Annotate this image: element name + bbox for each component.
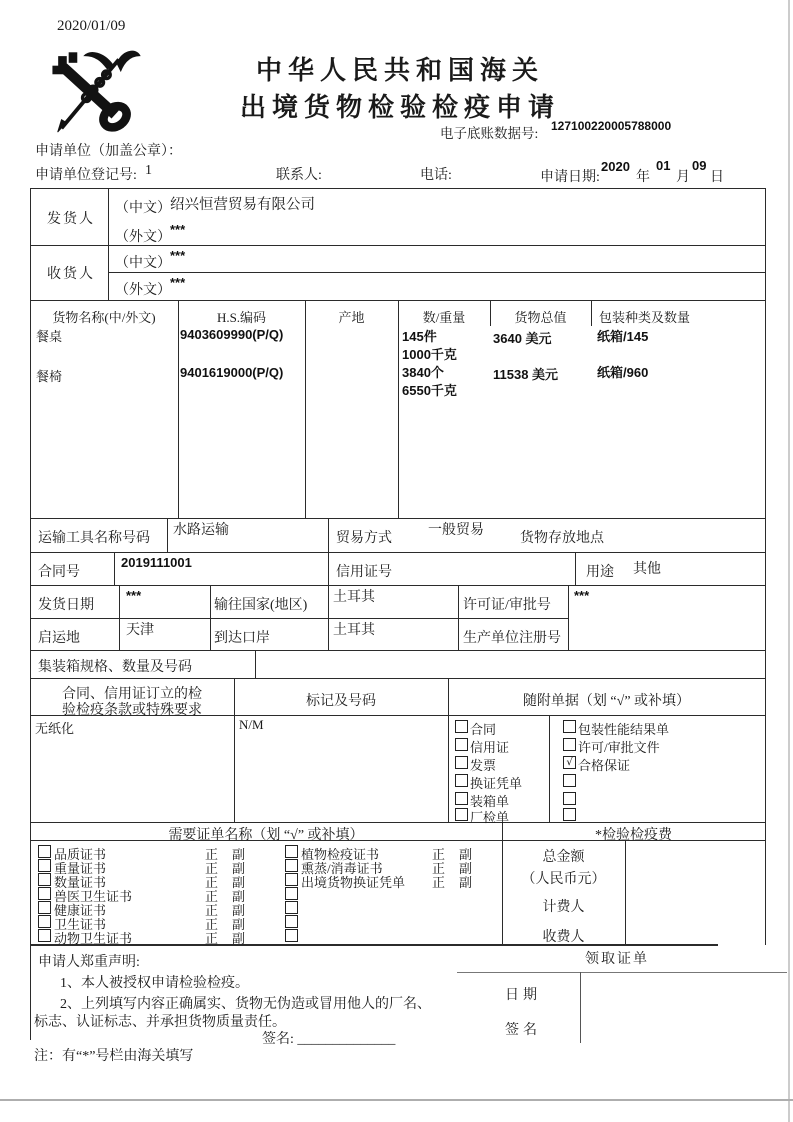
checkbox-cert-health: [38, 901, 51, 914]
signature-line: 签名: ______________: [262, 1032, 396, 1047]
checkbox-cert-empty: [285, 915, 298, 928]
checkbox-doc-contract: [455, 720, 468, 733]
depart-place-label: 启运地: [38, 631, 80, 646]
doc-label: 包装性能结果单: [578, 722, 670, 737]
fee-calculator-label: 计费人: [542, 900, 585, 915]
contact-label: 联系人:: [276, 168, 322, 183]
divider: [108, 272, 765, 273]
cert-original: 正: [205, 903, 219, 918]
divider: [625, 840, 626, 944]
cert-label: 卫生证书: [54, 917, 107, 932]
consignee-cn-value: ***: [170, 248, 186, 263]
vehicle-label: 运输工具名称号码: [38, 531, 150, 546]
vehicle-value: 水路运输: [173, 523, 229, 538]
checkbox-doc-license-file: [563, 738, 576, 751]
divider: [114, 552, 115, 585]
checkbox-cert-weight: [38, 859, 51, 872]
arrive-port-label: 到达口岸: [214, 631, 270, 646]
cert-label: 熏蒸/消毒证书: [301, 861, 383, 876]
declaration-line1: 1、本人被授权申请检验检疫。: [60, 976, 249, 991]
divider: [119, 585, 120, 650]
divider: [30, 822, 765, 823]
fee-amount-currency-label: （人民币元）: [521, 872, 606, 887]
cert-label: 健康证书: [54, 903, 107, 918]
dest-country-label: 输往国家(地区): [214, 598, 308, 613]
cert-original: 正: [432, 847, 446, 862]
print-date: 2020/01/09: [57, 18, 126, 34]
divider: [178, 300, 179, 518]
divider: [328, 518, 329, 585]
checkbox-doc-packing-result: [563, 720, 576, 733]
divider: [568, 585, 569, 650]
checkbox-cert-vet-sanitary: [38, 887, 51, 900]
checkbox-cert-quality: [38, 845, 51, 858]
page-edge-right: [788, 0, 790, 1122]
divider: [30, 678, 765, 679]
goods-packing: 纸箱/145: [597, 329, 649, 344]
checkbox-cert-phytosanitary: [285, 845, 298, 858]
cert-original: 正: [205, 847, 219, 862]
checkbox-doc-lc: [455, 738, 468, 751]
divider: [30, 650, 765, 651]
table-right-border: [765, 188, 766, 945]
clause-label-line2: 验检疫条款或特殊要求: [62, 703, 202, 718]
divider: [305, 300, 306, 518]
phone-label: 电话:: [420, 168, 452, 183]
goods-total-value: 11538 美元: [493, 367, 559, 382]
divider: [575, 552, 576, 585]
ship-date-value: ***: [126, 588, 142, 603]
checkbox-doc-exchange-cert: [455, 774, 468, 787]
checkbox-doc-invoice: [455, 756, 468, 769]
cert-copy: 副: [232, 875, 246, 890]
form-title-line2: 出境货物检验检疫申请: [239, 93, 560, 122]
goods-header-packing: 包装种类及数量: [599, 310, 691, 325]
producer-reg-label: 生产单位注册号: [463, 631, 561, 646]
divider: [30, 618, 568, 619]
trade-mode-label: 贸易方式: [336, 531, 392, 546]
goods-hs-code: 9403609990(P/Q): [180, 327, 284, 342]
goods-header-name: 货物名称(中/外文): [52, 310, 156, 325]
cert-label: 品质证书: [54, 847, 107, 862]
divider: [457, 972, 787, 973]
checkbox-doc-factory-inspection: [455, 808, 468, 821]
doc-label: 装箱单: [470, 794, 510, 809]
goods-qty-count: 3840个: [402, 365, 444, 380]
checkbox-cert-animal-sanitary: [38, 929, 51, 942]
cert-label: 重量证书: [54, 861, 107, 876]
checkbox-doc-empty: [563, 792, 576, 805]
pickup-sign-label: 签名: [505, 1023, 541, 1038]
goods-name: 餐桌: [36, 329, 63, 344]
divider: [210, 585, 211, 650]
container-label: 集装箱规格、数量及号码: [38, 660, 192, 675]
goods-qty-count: 145件: [402, 329, 437, 344]
certs-title: 需要证单名称（划 “√” 或补填）: [168, 828, 364, 843]
consignee-label: 收货人: [47, 267, 95, 282]
pickup-date-label: 日期: [505, 988, 541, 1003]
cert-original: 正: [205, 931, 219, 946]
divider: [30, 552, 765, 553]
contract-no-value: 2019111001: [121, 555, 192, 570]
ledger-number-value: 127100220005788000: [551, 119, 672, 133]
doc-label: 发票: [470, 758, 497, 773]
attached-docs-label: 随附单据（划 “√” 或补填）: [522, 694, 691, 709]
cert-label: 出境货物换证凭单: [301, 875, 406, 890]
checkbox-cert-quantity: [38, 873, 51, 886]
cert-copy: 副: [232, 847, 246, 862]
divider: [549, 715, 550, 822]
use-label: 用途: [586, 565, 614, 580]
cert-label: 数量证书: [54, 875, 107, 890]
checkbox-cert-sanitary: [38, 915, 51, 928]
goods-qty-weight: 6550千克: [402, 383, 457, 398]
cert-original: 正: [205, 861, 219, 876]
declaration-line2: 2、上列填写内容正确属实、货物无伪造或冒用他人的厂名、: [60, 997, 431, 1012]
divider: [108, 188, 109, 300]
cert-copy: 副: [459, 847, 473, 862]
marks-value: N/M: [239, 717, 264, 732]
consignee-fn-label: （外文）: [115, 283, 171, 298]
apply-date-month: 01: [656, 158, 671, 173]
goods-total-value: 3640 美元: [493, 331, 552, 346]
applicant-unit-label: 申请单位（加盖公章）：: [35, 144, 182, 159]
contract-no-label: 合同号: [38, 565, 80, 580]
divider: [255, 650, 256, 678]
cert-label: 动物卫生证书: [54, 931, 133, 946]
cert-copy: 副: [232, 889, 246, 904]
divider: [30, 585, 765, 586]
cert-copy: 副: [232, 903, 246, 918]
checkbox-cert-empty: [285, 887, 298, 900]
divider: [30, 518, 765, 519]
pickup-title: 领取证单: [585, 952, 649, 967]
cert-label: 兽医卫生证书: [54, 889, 133, 904]
divider: [580, 972, 581, 1043]
trade-mode-value: 一般贸易: [428, 523, 484, 538]
doc-label: 许可/审批文件: [578, 740, 660, 755]
clause-value: 无纸化: [35, 721, 75, 736]
checkbox-cert-empty: [285, 901, 298, 914]
goods-header-origin: 产地: [338, 310, 365, 325]
cert-original: 正: [205, 917, 219, 932]
cert-original: 正: [432, 875, 446, 890]
apply-date-label: 申请日期:: [540, 170, 600, 185]
goods-header-hs: H.S.编码: [216, 310, 267, 325]
clause-label-line1: 合同、信用证订立的检: [62, 687, 202, 702]
apply-date-year: 2020: [601, 159, 630, 174]
checkbox-doc-empty: [563, 808, 576, 821]
checkbox-doc-conformity-guarantee: √: [563, 756, 576, 769]
license-value: ***: [574, 588, 590, 603]
cert-original: 正: [205, 889, 219, 904]
goods-packing: 纸箱/960: [597, 365, 649, 380]
doc-label: 合同: [470, 722, 497, 737]
goods-hs-code: 9401619000(P/Q): [180, 365, 284, 380]
ledger-number-label: 电子底账数据号:: [440, 126, 539, 141]
cert-original: 正: [432, 861, 446, 876]
declaration-title: 申请人郑重声明:: [38, 955, 140, 970]
divider: [328, 585, 329, 650]
doc-label: 合格保证: [578, 758, 631, 773]
fee-amount-label: 总金额: [542, 850, 585, 865]
goods-qty-weight: 1000千克: [402, 347, 457, 362]
applicant-reg-label: 申请单位登记号:: [35, 168, 137, 183]
form-title-line1: 中华人民共和国海关: [255, 56, 544, 85]
consignor-cn-label: （中文）: [115, 201, 171, 216]
cert-label: 植物检疫证书: [301, 847, 380, 862]
consignor-cn-value: 绍兴恒营贸易有限公司: [170, 197, 315, 213]
doc-label: 厂检单: [470, 810, 510, 825]
depart-place-value: 天津: [126, 623, 154, 638]
storage-label: 货物存放地点: [520, 531, 604, 546]
doc-label: 信用证: [470, 740, 510, 755]
arrive-port-value: 土耳其: [333, 623, 375, 638]
checkbox-doc-packing-list: [455, 792, 468, 805]
divider: [398, 300, 399, 518]
divider: [458, 585, 459, 650]
apply-date-day-unit: 日: [710, 170, 724, 185]
declaration-line3: 标志、认证标志、并承担货物质量责任。: [34, 1015, 286, 1030]
consignee-fn-value: ***: [170, 275, 186, 290]
checkbox-cert-exit-exchange: [285, 873, 298, 886]
goods-header-qty: 数/重量: [422, 310, 466, 325]
divider: [167, 518, 168, 552]
checkbox-cert-empty: [285, 929, 298, 942]
fee-collector-label: 收费人: [542, 930, 585, 945]
checkbox-doc-empty: [563, 774, 576, 787]
consignor-fn-label: （外文）: [115, 230, 171, 245]
goods-header-value: 货物总值: [514, 310, 567, 325]
divider: [30, 188, 765, 189]
goods-name: 餐椅: [36, 369, 63, 384]
apply-date-month-unit: 月: [676, 170, 690, 185]
use-value: 其他: [633, 562, 661, 577]
cert-copy: 副: [232, 861, 246, 876]
customs-emblem-icon: [44, 48, 144, 139]
divider: [591, 300, 592, 326]
applicant-reg-value: 1: [145, 163, 152, 178]
apply-date-year-unit: 年: [636, 170, 650, 185]
marks-label: 标记及号码: [306, 694, 376, 709]
cert-copy: 副: [232, 917, 246, 932]
consignee-cn-label: （中文）: [115, 256, 171, 271]
lc-no-label: 信用证号: [336, 565, 392, 580]
ship-date-label: 发货日期: [38, 598, 94, 613]
fee-title: *检验检疫费: [595, 828, 672, 843]
dest-country-value: 土耳其: [333, 590, 375, 605]
license-label: 许可证/审批号: [463, 598, 551, 613]
page-edge-bottom: [0, 1099, 793, 1101]
doc-label: 换证凭单: [470, 776, 523, 791]
consignor-fn-value: ***: [170, 222, 186, 237]
consignor-label: 发货人: [47, 212, 95, 227]
footnote: 注：有“*”号栏由海关填写: [34, 1049, 194, 1064]
cert-copy: 副: [459, 875, 473, 890]
apply-date-day: 09: [692, 158, 707, 173]
cert-copy: 副: [232, 931, 246, 946]
cert-copy: 副: [459, 861, 473, 876]
checkbox-cert-fumigation: [285, 859, 298, 872]
cert-original: 正: [205, 875, 219, 890]
